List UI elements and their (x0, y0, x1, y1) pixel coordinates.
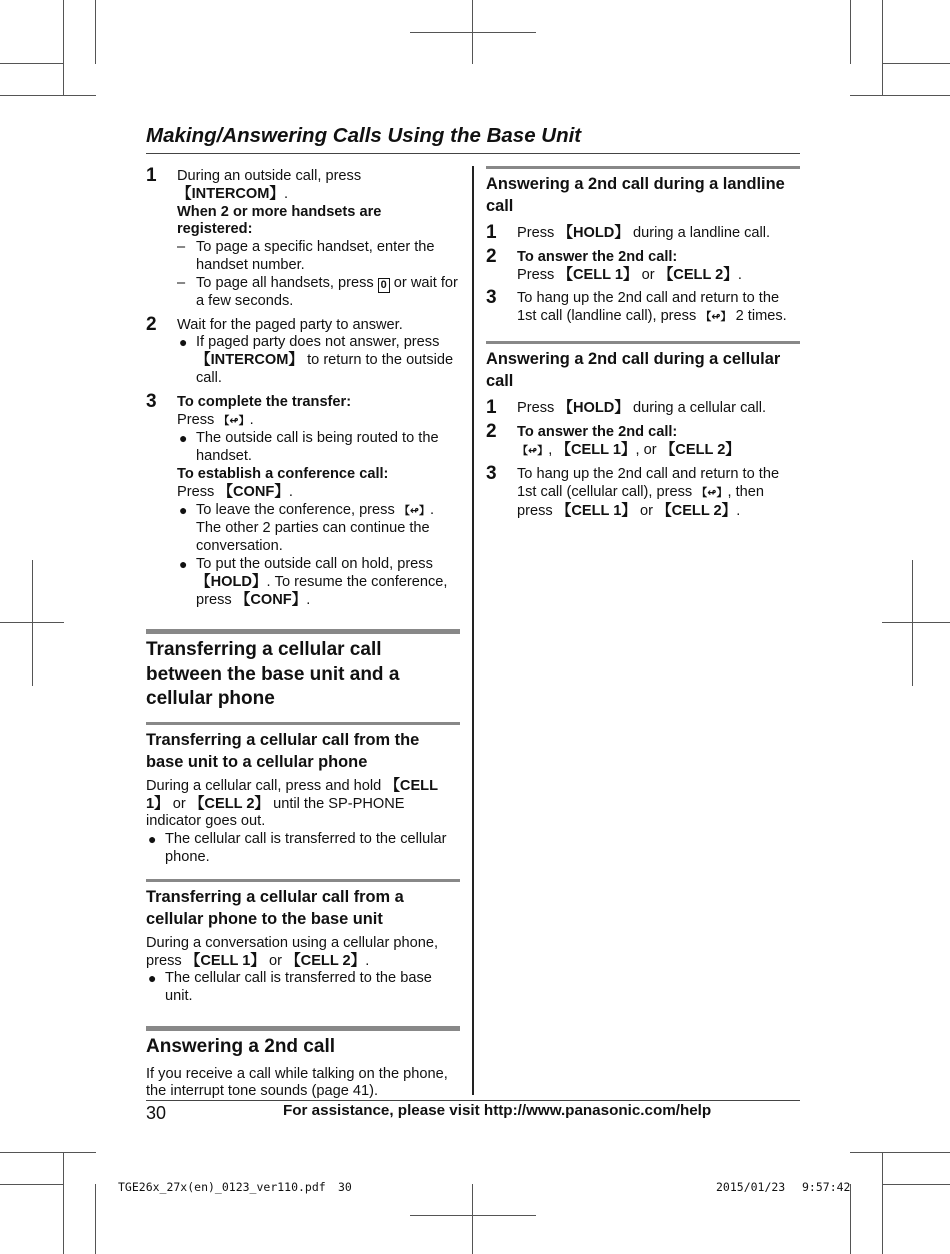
speaker-key-icon: 【↫】 (696, 487, 728, 500)
bullet-item: ● The cellular call is transferred to the cellular phone. (148, 831, 447, 866)
column-divider (472, 166, 474, 1095)
bullet-text: If paged party does not answer, press (196, 334, 440, 351)
step-number: 2 (486, 420, 497, 442)
step-text: Press (177, 483, 215, 500)
crop-mark (472, 0, 473, 64)
step-2 (486, 420, 800, 461)
step-text: , or (635, 441, 657, 458)
step-number: 1 (486, 222, 497, 243)
dash-text: To page all handsets, press (196, 274, 374, 291)
speaker-key-icon: 【↫】 (517, 444, 549, 457)
print-file-name: TGE26x_27x(en)_0123_ver110.pdf (118, 1180, 326, 1194)
step-3 (486, 287, 800, 327)
bullet-text: . The other 2 parties can continue the conversation. (196, 501, 435, 555)
bullet-item: ● To put the outside call on hold, press 【HOLD】. To resume the conference, press 【CONF】. (179, 555, 448, 608)
crop-mark (472, 1184, 473, 1254)
crop-mark (850, 1184, 851, 1254)
step-text: Press (517, 225, 555, 241)
punct: . (736, 502, 741, 519)
step-text: Press (517, 399, 555, 416)
subsection-heading: Transferring a cellular call from the base unit to a cellular phone (146, 722, 460, 773)
bullet-text: The outside call is being routed to the handset. (196, 430, 439, 465)
print-time: 9:57:42 (802, 1180, 851, 1194)
hold-key: 【HOLD】 (558, 225, 629, 241)
print-date: 2015/01/23 (716, 1180, 786, 1194)
intercom-key: 【INTERCOM】 (177, 185, 285, 202)
crop-mark (410, 1215, 536, 1216)
subsection-heading: Answering a 2nd call during a cellular call (486, 341, 800, 392)
cell1-key: 【CELL 1】 (556, 441, 636, 458)
crop-mark (95, 1184, 96, 1254)
dash-item: – To page a specific handset, enter the handset number. (177, 239, 435, 273)
cell1-key: 【CELL 1】 (558, 266, 638, 283)
cell1-key: 【CELL 1】 (556, 502, 636, 519)
conf-key: 【CONF】 (218, 483, 289, 500)
crop-mark (0, 95, 96, 96)
speaker-key-icon: 【↫】 (398, 504, 431, 517)
crop-mark (0, 1152, 96, 1153)
crop-mark (882, 1152, 883, 1254)
zero-key-icon: 0 (378, 278, 390, 293)
step-3 (486, 463, 800, 520)
page-title: Making/Answering Calls Using the Base Unit (146, 124, 800, 154)
crop-mark (63, 0, 64, 96)
crop-mark (0, 63, 64, 64)
step-number: 3 (486, 287, 497, 309)
crop-mark (850, 95, 950, 96)
bullet-item: ● The cellular call is transferred to the base unit. (148, 970, 432, 1005)
step-text: or (641, 266, 655, 283)
crop-mark (882, 622, 950, 623)
step-text: , then press (517, 484, 764, 519)
print-page: 30 (338, 1180, 352, 1194)
crop-mark (882, 0, 883, 96)
crop-mark (95, 0, 96, 64)
assistance-text: For assistance, please visit http://www.panasonic.com/help (283, 1102, 712, 1119)
cell2-key: 【CELL 2】 (660, 441, 740, 458)
crop-mark (32, 560, 33, 686)
crop-mark (410, 32, 536, 33)
subsection-heading: Answering a 2nd call during a landline call (486, 166, 800, 217)
speaker-key-icon: 【↫】 (218, 414, 250, 427)
crop-mark (850, 1152, 950, 1153)
bullet-text: To put the outside call on hold, press (196, 555, 433, 572)
punct: , (548, 441, 553, 458)
bullet-item: ● The outside call is being routed to the handset. (179, 430, 439, 465)
step-text: During an outside call, press (177, 168, 362, 184)
section-heading: Transferring a cellular call between the base unit and a cellular phone (146, 629, 460, 712)
punct: . (306, 591, 311, 608)
step-number: 1 (486, 396, 497, 418)
cell1-key: 【CELL 1】 (146, 777, 438, 812)
paragraph (146, 778, 460, 831)
right-column (486, 166, 800, 527)
step-text: Press (517, 266, 555, 283)
step-note: When 2 or more handsets are registered: (177, 203, 382, 238)
step-text: 2 times. (735, 308, 787, 325)
speaker-key-icon: 【↫】 (700, 311, 732, 324)
bullet-item: ● If paged party does not answer, press 【INTERCOM】 to return to the outside call. (179, 334, 454, 386)
footer-rule (146, 1100, 800, 1101)
para-text: or (172, 795, 186, 812)
page-number: 30 (146, 1103, 167, 1123)
bullet-text: To leave the conference, press (196, 501, 395, 518)
paragraph (146, 935, 460, 971)
subsection-heading: Transferring a cellular call from a cellular phone to the base unit (146, 879, 460, 930)
para-text: or (269, 952, 282, 969)
step-text: To hang up the 2nd call and return to the 1st call (cellular call), press (517, 466, 780, 501)
cell2-key: 【CELL 2】 (657, 502, 737, 519)
step-1 (486, 222, 800, 243)
step-number: 3 (146, 390, 157, 412)
step-text: To hang up the 2nd call and return to the 1st call (landline call), press (517, 290, 780, 325)
step-number: 2 (146, 313, 157, 335)
bullet-text: The cellular call is transferred to the cellular phone. (165, 831, 447, 866)
punct: . (249, 411, 254, 428)
step-text: Press (177, 411, 215, 428)
cell1-key: 【CELL 1】 (185, 952, 265, 969)
crop-mark (0, 1184, 64, 1185)
intercom-key: 【INTERCOM】 (196, 352, 304, 369)
bullet-text: to return to the outside call. (196, 352, 454, 386)
conf-key: 【CONF】 (235, 591, 307, 608)
cell2-key: 【CELL 2】 (286, 952, 366, 969)
crop-mark (850, 0, 851, 64)
step-text: during a cellular call. (632, 399, 767, 416)
crop-mark (882, 1184, 950, 1185)
step-3 (146, 390, 460, 610)
step-1 (486, 396, 800, 418)
para-text: until the SP-PHONE indicator goes out. (146, 795, 405, 830)
step-number: 3 (486, 463, 497, 485)
crop-mark (882, 63, 950, 64)
left-column (146, 165, 460, 1101)
step-number: 2 (486, 245, 497, 267)
step-heading: To establish a conference call: (177, 465, 389, 482)
hold-key: 【HOLD】 (558, 399, 629, 416)
cell2-key: 【CELL 2】 (189, 795, 270, 812)
hold-key: 【HOLD】 (196, 573, 267, 590)
step-heading: To answer the 2nd call: (517, 423, 678, 440)
step-text: during a landline call. (632, 225, 771, 241)
paragraph: If you receive a call while talking on the phone, the interrupt tone sounds (page 41). (146, 1065, 448, 1100)
step-1 (146, 165, 460, 311)
step-2 (486, 245, 800, 285)
punct: . (737, 266, 742, 283)
step-heading: To complete the transfer: (177, 393, 352, 410)
section-heading: Answering a 2nd call (146, 1026, 460, 1060)
crop-mark (912, 560, 913, 686)
punct: . (284, 185, 289, 202)
para-text: During a conversation using a cellular phone, press (146, 934, 439, 969)
punct: . (365, 952, 370, 969)
cell2-key: 【CELL 2】 (658, 266, 738, 283)
step-text: Wait for the paged party to answer. (177, 316, 403, 333)
para-text: During a cellular call, press and hold (146, 777, 382, 794)
step-2 (146, 313, 460, 388)
step-heading: To answer the 2nd call: (517, 248, 678, 265)
dash-text: or wait for a few seconds. (196, 274, 458, 309)
crop-mark (63, 1152, 64, 1254)
bullet-text: The cellular call is transferred to the base unit. (165, 970, 432, 1005)
punct: . (288, 483, 293, 500)
dash-text: To page a specific handset, enter the handset number. (196, 239, 435, 273)
bullet-item: ● To leave the conference, press 【↫】. The other 2 parties can continue the conversation. (179, 501, 435, 555)
dash-item: – To page all handsets, press 0 or wait for a few seconds. (177, 274, 458, 309)
bullet-text: . To resume the conference, press (196, 573, 448, 608)
step-number: 1 (146, 165, 157, 186)
step-text: or (640, 502, 653, 519)
